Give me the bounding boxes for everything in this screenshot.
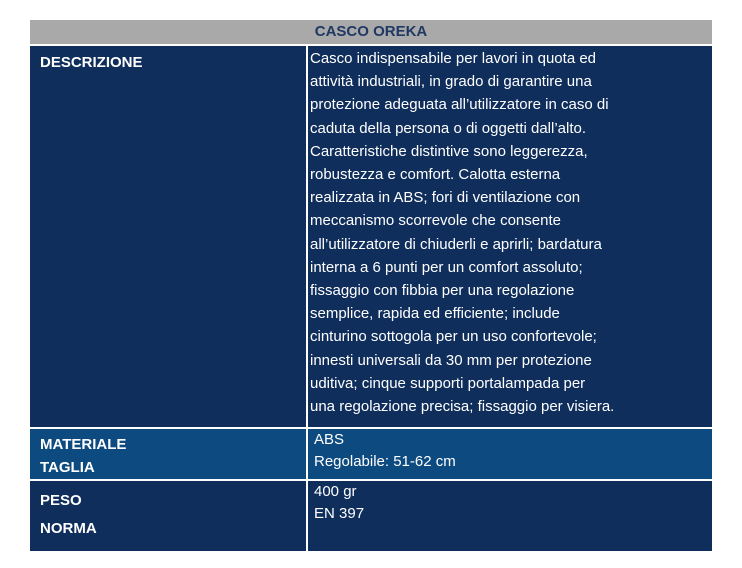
description-line: all’utilizzatore di chiuderli e aprirli; bardatura <box>310 235 602 253</box>
description-line: uditiva; cinque supporti portalampada per <box>310 374 586 392</box>
description-line: una regolazione precisa; fissaggio per visiera. <box>310 398 615 416</box>
table-row-materiale-taglia <box>30 427 712 479</box>
value-taglia: Regolabile: 51-62 cm <box>314 453 456 470</box>
label-materiale: MATERIALE <box>40 436 127 453</box>
value-materiale: ABS <box>314 431 345 448</box>
description-line: meccanismo scorrevole che consente <box>310 212 561 230</box>
description-line: Casco indispensabile per lavori in quota ed <box>310 50 597 67</box>
table-row-peso-norma <box>30 479 712 551</box>
description-line: semplice, rapida ed efficiente; include <box>310 305 560 323</box>
product-spec-table <box>30 20 712 551</box>
description-line: protezione adeguata all’utilizzatore in caso di <box>310 96 609 114</box>
table-title: CASCO OREKA <box>30 20 712 44</box>
description-line: robustezza e comfort. Calotta esterna <box>310 166 561 184</box>
label-taglia: TAGLIA <box>40 459 95 476</box>
description-line: fissaggio con fibbia per una regolazione <box>310 282 575 300</box>
label-descrizione: DESCRIZIONE <box>30 46 308 427</box>
description-line: interna a 6 punti per un comfort assoluto; <box>310 258 583 276</box>
label-peso: PESO <box>40 492 82 509</box>
description-line: realizzata in ABS; fori di ventilazione con <box>310 189 581 207</box>
description-line: cinturino sottogola per un uso confortevole; <box>310 328 597 346</box>
description-line: Caratteristiche distintive sono leggerezza, <box>310 142 588 160</box>
value-peso: 400 gr <box>314 483 357 500</box>
description-line: innesti universali da 30 mm per protezione <box>310 351 592 369</box>
value-descrizione <box>308 46 712 427</box>
table-row-descrizione <box>30 44 712 427</box>
value-norma: EN 397 <box>314 505 365 522</box>
value-peso-norma <box>308 481 712 551</box>
label-materiale-taglia <box>30 429 308 479</box>
label-norma: NORMA <box>40 520 97 537</box>
description-line: attività industriali, in grado di garantire una <box>310 73 592 91</box>
label-peso-norma <box>30 481 308 551</box>
description-line: caduta della persona o di oggetti dall’alto. <box>310 119 587 137</box>
value-materiale-taglia <box>308 429 712 479</box>
